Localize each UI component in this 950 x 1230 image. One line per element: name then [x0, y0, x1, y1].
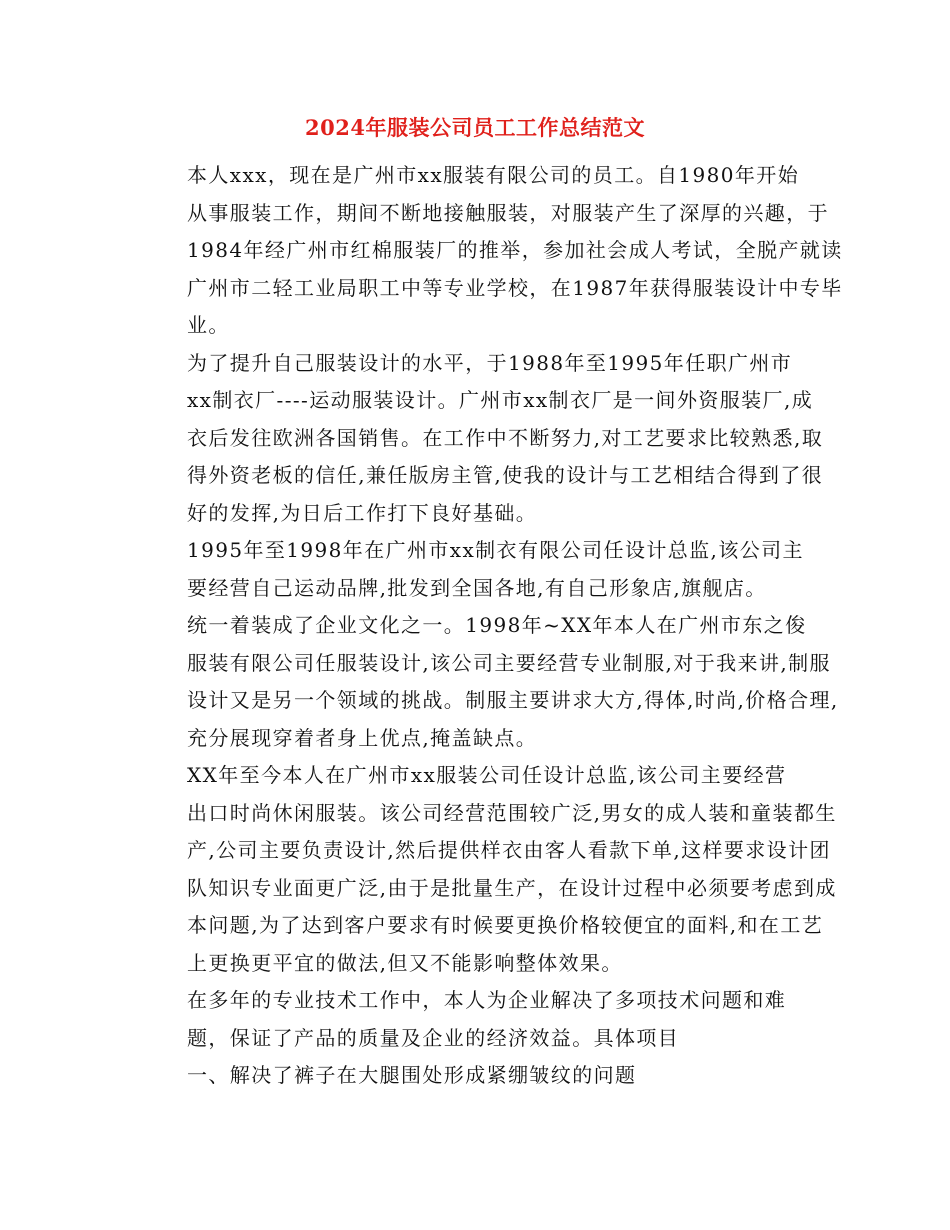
paragraph-line: 得外资老板的信任,兼任版房主管,使我的设计与工艺相结合得到了很 [187, 463, 824, 487]
paragraph-line: 好的发挥,为日后工作打下良好基础。 [187, 500, 538, 525]
paragraph-line: 上更换更平宜的做法,但又不能影响整体效果。 [187, 950, 623, 975]
document-body [143, 157, 843, 1095]
paragraph-line: XX年至今本人在广州市xx服装公司任设计总监,该公司主要经营 [187, 763, 787, 787]
paragraph-line: 1984年经广州市红棉服装厂的推举，参加社会成人考试，全脱产就读 [187, 238, 843, 262]
paragraph-line: 统一着装成了企业文化之一。1998年~XX年本人在广州市东之俊 [187, 613, 807, 637]
paragraph [143, 982, 810, 1057]
paragraph-line: 为了提升自己服装设计的水平，于1988年至1995年任职广州市 [187, 350, 793, 375]
paragraph [143, 607, 839, 757]
paragraph-line: 在多年的专业技术工作中，本人为企业解决了多项技术问题和难 [187, 988, 787, 1012]
paragraph-line: 队知识专业面更广泛,由于是批量生产，在设计过程中必须要考虑到成 [187, 875, 837, 900]
paragraph-line: 服装有限公司任服装设计,该公司主要经营专业制服,对于我来讲,制服 [187, 650, 831, 675]
paragraph-line: 1995年至1998年在广州市xx制衣有限公司任设计总监,该公司主 [187, 538, 804, 562]
paragraph-line: 业。 [187, 313, 230, 337]
paragraph-line: 广州市二轻工业局职工中等专业学校，在1987年获得服装设计中专毕 [187, 275, 843, 300]
paragraph-line: 从事服装工作，期间不断地接触服装，对服装产生了深厚的兴趣，于 [187, 200, 829, 225]
paragraph-line: 出口时尚休闲服装。该公司经营范围较广泛,男女的成人装和童装都生 [187, 800, 837, 825]
paragraph-line: xx制衣厂----运动服装设计。广州市xx制衣厂是一间外资服装厂,成 [187, 388, 814, 412]
paragraph-line: 一、解决了裤子在大腿围处形成紧绷皱纹的问题 [187, 1063, 637, 1087]
paragraph-line: 设计又是另一个领域的挑战。制服主要讲求大方,得体,时尚,价格合理, [187, 688, 839, 712]
paragraph-line: 题，保证了产品的质量及企业的经济效益。具体项目 [187, 1025, 680, 1050]
paragraph [143, 157, 843, 345]
document-title: 2024年服装公司员工工作总结范文 [305, 115, 645, 140]
paragraph-line: 充分展现穿着者身上优点,掩盖缺点。 [187, 725, 538, 750]
paragraph [143, 757, 837, 982]
paragraph-line: 要经营自己运动品牌,批发到全国各地,有自己形象店,旗舰店。 [187, 575, 767, 600]
paragraph-line: 产,公司主要负责设计,然后提供样衣由客人看款下单,这样要求设计团 [187, 838, 831, 862]
paragraph [143, 532, 810, 607]
paragraph-line: 本问题,为了达到客户要求有时候要更换价格较便宜的面料,和在工艺 [187, 913, 824, 937]
paragraph [143, 345, 824, 533]
paragraph-line: 本人xxx，现在是广州市xx服装有限公司的员工。自1980年开始 [187, 163, 800, 187]
paragraph [143, 1057, 810, 1095]
paragraph-line: 衣后发往欧洲各国销售。在工作中不断努力,对工艺要求比较熟悉,取 [187, 425, 824, 450]
